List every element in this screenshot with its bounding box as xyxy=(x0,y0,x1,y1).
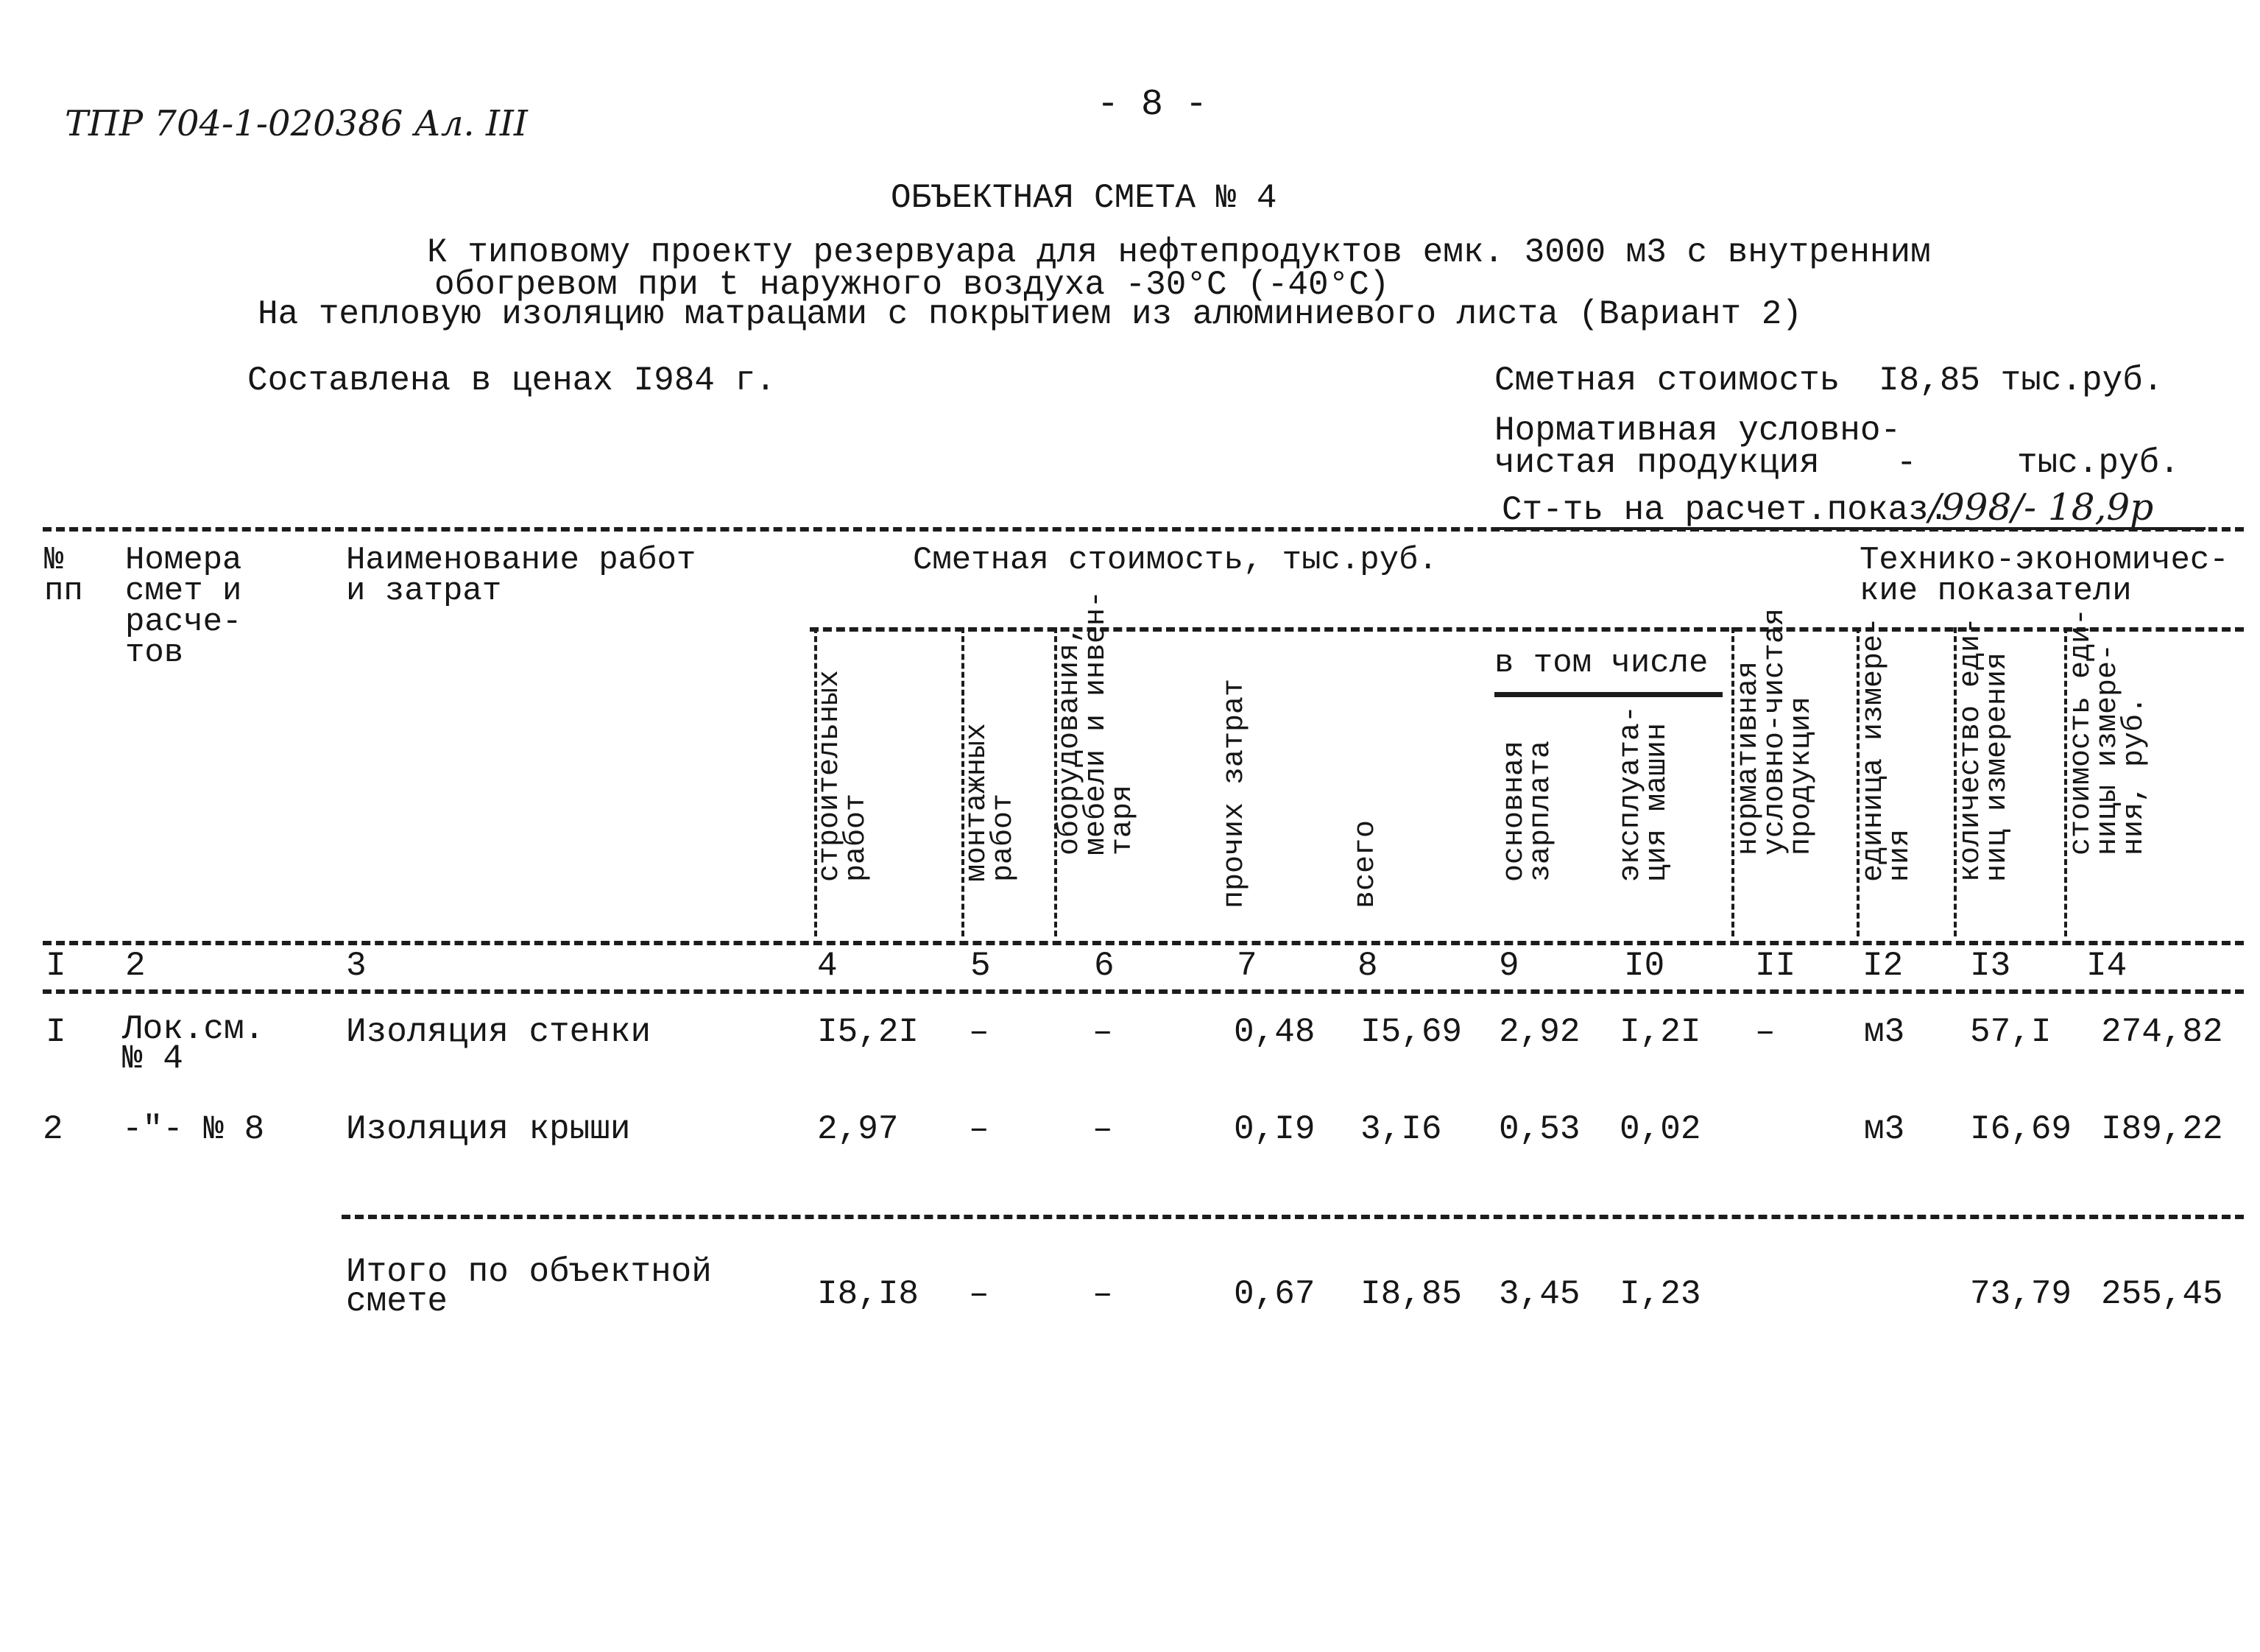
normative-label-2: чистая продукция xyxy=(1494,444,1820,482)
row-machine-op: 0,02 xyxy=(1620,1110,1701,1148)
document-code-handwritten: ТПР 704-1-020386 Ал. III xyxy=(65,103,528,144)
header-incl: в том числе xyxy=(1494,645,1709,682)
column-number: 6 xyxy=(1094,947,1115,985)
row-total: I5,69 xyxy=(1360,1013,1463,1051)
column-number: I3 xyxy=(1970,947,2011,985)
row-unit: м3 xyxy=(1864,1013,1905,1051)
total-total: I8,85 xyxy=(1360,1275,1463,1313)
header-quantity: количество еди- ниц измерения xyxy=(1954,616,2014,882)
row-estimate: -"- № 8 xyxy=(122,1110,265,1148)
row-unit: м3 xyxy=(1864,1110,1905,1148)
incl-underline xyxy=(1494,692,1723,697)
column-numbers-rule xyxy=(43,989,2244,994)
row-other: 0,I9 xyxy=(1234,1110,1316,1148)
col-sep xyxy=(1857,627,1860,936)
row-total: 3,I6 xyxy=(1360,1110,1442,1148)
total-equipment: – xyxy=(1092,1275,1113,1313)
page-number: - 8 - xyxy=(1097,84,1208,126)
row-estimate: Лок.см. № 4 xyxy=(122,1010,265,1078)
column-number: I xyxy=(46,947,66,985)
row-base-salary: 0,53 xyxy=(1499,1110,1581,1148)
column-number: 3 xyxy=(346,947,367,985)
subtitle-line-3: На тепловую изоляцию матрацами с покрытием из алюминиевого листа (Вариант 2) xyxy=(258,295,1802,333)
header-other: прочих затрат xyxy=(1218,678,1251,908)
document-title: ОБЪЕКТНАЯ СМЕТА № 4 xyxy=(891,179,1277,217)
row-equipment: – xyxy=(1092,1013,1113,1051)
header-bottom-rule xyxy=(43,941,2244,945)
header-normative: нормативная условно-чистая продукция xyxy=(1732,607,1818,855)
row-equipment: – xyxy=(1092,1110,1113,1148)
header-construction: строительных работ xyxy=(813,669,873,882)
header-work-name: Наименование работ и затрат xyxy=(346,542,696,610)
total-base-salary: 3,45 xyxy=(1499,1275,1581,1313)
column-number: 2 xyxy=(125,947,146,985)
subheader-rule xyxy=(810,627,2244,632)
header-equipment: оборудования, мебели и инвен- таря xyxy=(1053,590,1140,855)
row-quantity: I6,69 xyxy=(1970,1110,2072,1148)
row-name: Изоляция стенки xyxy=(346,1013,651,1051)
header-estimate-numbers: Номера смет и расче- тов xyxy=(125,542,242,671)
header-machine-op: эксплуата- ция машин xyxy=(1614,705,1674,882)
column-number: 9 xyxy=(1499,947,1519,985)
row-unit-cost: I89,22 xyxy=(2101,1110,2223,1148)
row-unit-cost: 274,82 xyxy=(2101,1013,2223,1051)
calc-cost-label: Ст-ть на расчет.показ. xyxy=(1502,491,1949,529)
column-number: II xyxy=(1755,947,1796,985)
column-number: I4 xyxy=(2086,947,2127,985)
total-installation: – xyxy=(969,1275,989,1313)
normative-value: - xyxy=(1896,444,1917,482)
row-quantity: 57,I xyxy=(1970,1013,2052,1051)
column-number: 5 xyxy=(970,947,991,985)
table-top-rule xyxy=(43,527,2244,532)
col-sep xyxy=(2064,627,2067,936)
header-no: № пп xyxy=(44,542,83,610)
row-no: I xyxy=(46,1013,66,1051)
header-indicators-group: Технико-экономичес- кие показатели xyxy=(1860,542,2229,610)
column-number: 7 xyxy=(1237,947,1257,985)
col-sep xyxy=(814,627,817,936)
estimated-cost-label: Сметная стоимость xyxy=(1494,361,1840,400)
row-installation: – xyxy=(969,1013,989,1051)
col-sep xyxy=(961,627,964,936)
row-normative: – xyxy=(1755,1013,1776,1051)
total-machine-op: I,23 xyxy=(1620,1275,1701,1313)
row-other: 0,48 xyxy=(1234,1013,1316,1051)
col-sep xyxy=(1731,627,1734,936)
total-unit-cost: 255,45 xyxy=(2101,1275,2223,1313)
header-unit: единица измере- ния xyxy=(1857,616,1917,882)
column-number: 8 xyxy=(1357,947,1378,985)
column-number: 4 xyxy=(817,947,838,985)
total-other: 0,67 xyxy=(1234,1275,1316,1313)
col-sep xyxy=(1054,627,1057,936)
row-construction: 2,97 xyxy=(817,1110,899,1148)
row-machine-op: I,2I xyxy=(1620,1013,1701,1051)
column-number: I0 xyxy=(1624,947,1665,985)
total-label: Итого по объектной смете xyxy=(346,1253,712,1321)
col-sep xyxy=(1954,627,1957,936)
row-no: 2 xyxy=(43,1110,63,1148)
row-base-salary: 2,92 xyxy=(1499,1013,1581,1051)
column-number: I2 xyxy=(1862,947,1904,985)
row-installation: – xyxy=(969,1110,989,1148)
total-rule xyxy=(342,1215,2244,1219)
prices-year: Составлена в ценах I984 г. xyxy=(247,361,776,400)
header-cost-group: Сметная стоимость, тыс.руб. xyxy=(913,542,1438,579)
header-installation: монтажных работ xyxy=(961,722,1020,882)
estimated-cost-value: I8,85 тыс.руб. xyxy=(1879,361,2164,400)
calc-cost-handwritten: /998/- 18,9р xyxy=(1929,486,2154,529)
subtitle-line-1: К типовому проекту резервуара для нефтепродуктов емк. 3000 м3 с внутренним xyxy=(427,233,1931,272)
header-base-salary: основная зарплата xyxy=(1498,740,1558,882)
row-construction: I5,2I xyxy=(817,1013,919,1051)
header-unit-cost: стоимость еди- ницы измере- ния, руб. xyxy=(2065,607,2151,855)
header-total: всего xyxy=(1349,819,1383,908)
normative-label-1: Нормативная условно- xyxy=(1494,412,1901,450)
total-quantity: 73,79 xyxy=(1970,1275,2072,1313)
normative-unit: тыс.руб. xyxy=(2017,444,2180,482)
row-name: Изоляция крыши xyxy=(346,1110,631,1148)
subtitle-line-2: обогревом при t наружного воздуха -30°С (-40°С) xyxy=(434,266,1390,304)
total-construction: I8,I8 xyxy=(817,1275,919,1313)
